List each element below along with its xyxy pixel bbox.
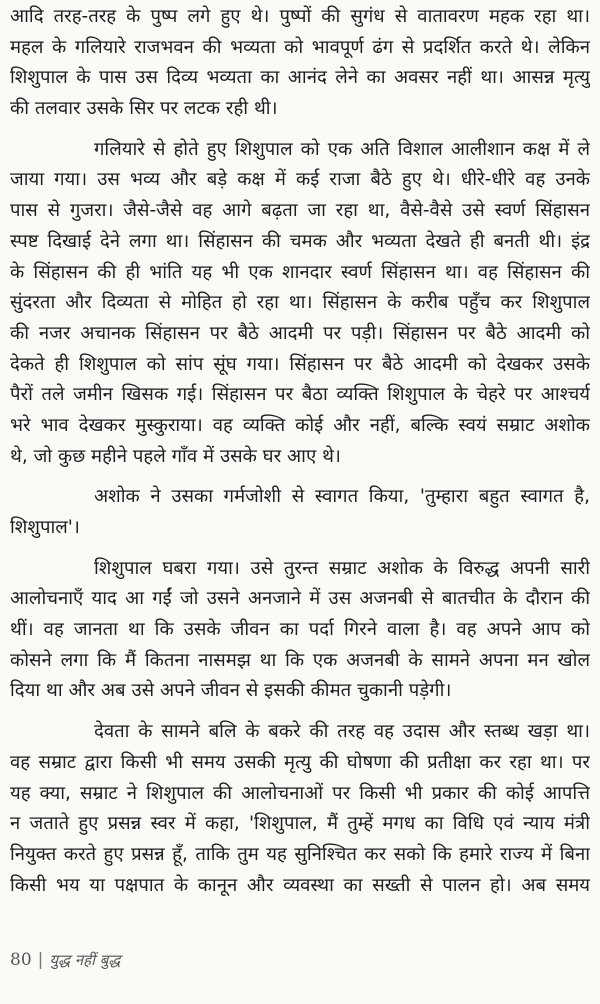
text-line: देकते ही शिशुपाल को सांप सूंघ गया। सिंहासन पर बैठे आदमी को देखकर उसके (10, 353, 590, 375)
page-number: 80 (10, 950, 32, 970)
text-line: अशोक ने उसका गर्मजोशी से स्वागत किया, 'तुम्हारा बहुत स्वागत है, (94, 486, 590, 508)
paragraph (10, 482, 590, 543)
paragraph (10, 717, 590, 901)
text-line: जाया गया। उस भव्य और बड़े कक्ष में कई राजा बैठे हुए थे। धीरे-धीरे वह उनके (10, 169, 590, 191)
text-line: शिशुपाल के पास उस दिव्य भव्यता का आनंद लेने का अवसर नहीं था। आसन्न मृत्यु (10, 67, 590, 89)
book-title: युद्ध नहीं बुद्ध (49, 951, 121, 969)
page-body (10, 2, 590, 911)
text-line: सुंदरता और दिव्यता से मोहित हो रहा था। सिंहासन के करीब पहुँच कर शिशुपाल (10, 292, 590, 314)
paragraph (10, 2, 590, 125)
text-line: नियुक्त करते हुए प्रसन्न हूँ, ताकि तुम यह सुनिश्चित कर सको कि हमारे राज्य में बिना (10, 843, 590, 865)
text-line: आलोचनाएँ याद आ गईं जो उसने अनजाने में उस अजनबी से बातचीत के दौरान की (10, 588, 590, 610)
text-line: पैरों तले जमीन खिसक गई। सिंहासन पर बैठा व्यक्ति शिशुपाल के चेहरे पर आश्चर्य (10, 384, 590, 406)
text-line: कोसने लगा कि मैं कितना नासमझ था कि एक अजनबी के सामने अपना मन खोल (10, 649, 590, 671)
text-line: किसी भय या पक्षपात के कानून और व्यवस्था का सख्ती से पालन हो। अब समय (10, 874, 590, 896)
footer-separator: | (37, 950, 44, 970)
text-line: भरे भाव देखकर मुस्कुराया। वह व्यक्ति कोई और नहीं, बल्कि स्वयं सम्राट अशोक (10, 414, 590, 436)
text-line: गलियारे से होते हुए शिशुपाल को एक अति विशाल आलीशान कक्ष में ले (94, 138, 590, 160)
text-line: की तलवार उसके सिर पर लटक रही थी। (10, 98, 278, 120)
text-line: शिशुपाल घबरा गया। उसे तुरन्त सम्राट अशोक के विरुद्ध अपनी सारी (94, 557, 590, 579)
text-line: महल के गलियारे राजभवन की भव्यता को भावपूर्ण ढंग से प्रदर्शित करते थे। लेकिन (10, 36, 590, 58)
text-line: दिया था और अब उसे अपने जीवन से इसकी कीमत चुकानी पड़ेगी। (10, 680, 452, 702)
text-line: की नजर अचानक सिंहासन पर बैठे आदमी पर पड़ी। सिंहासन पर बैठे आदमी को (10, 322, 590, 344)
text-line: न जताते हुए प्रसन्न स्वर में कहा, 'शिशुपाल, मैं तुम्हें मगध का विधि एवं न्याय मंत्री (10, 813, 590, 835)
paragraph (10, 554, 590, 707)
page-footer (10, 950, 120, 970)
text-line: थे, जो कुछ महीने पहले गाँव में उसके घर आए थे। (10, 445, 341, 467)
paragraph (10, 135, 590, 473)
text-line: यह क्या, सम्राट ने शिशुपाल की आलोचनाओं पर किसी भी प्रकार की कोई आपत्ति (10, 782, 590, 804)
text-line: वह सम्राट द्वारा किसी भी समय उसकी मृत्यु की घोषणा की प्रतीक्षा कर रहा था। पर (10, 751, 590, 773)
text-line: पास से गुजरा। जैसे-जैसे वह आगे बढ़ता जा रहा था, वैसे-वैसे उसे स्वर्ण सिंहासन (10, 200, 590, 222)
text-line: के सिंहासन की ही भांति यह भी एक शानदार स्वर्ण सिंहासन था। वह सिंहासन की (10, 261, 590, 283)
text-line: आदि तरह-तरह के पुष्प लगे हुए थे। पुष्पों की सुगंध से वातावरण महक रहा था। (10, 6, 590, 27)
text-line: स्पष्ट दिखाई देने लगा था। सिंहासन की चमक और भव्यता देखते ही बनती थी। इंद्र (10, 230, 590, 252)
text-line: देवता के सामने बलि के बकरे की तरह वह उदास और स्तब्ध खड़ा था। (94, 721, 590, 743)
text-line: शिशुपाल'। (10, 517, 80, 538)
text-line: थीं। वह जानता था कि उसके जीवन का पर्दा गिरने वाला है। वह अपने आप को (10, 619, 590, 641)
